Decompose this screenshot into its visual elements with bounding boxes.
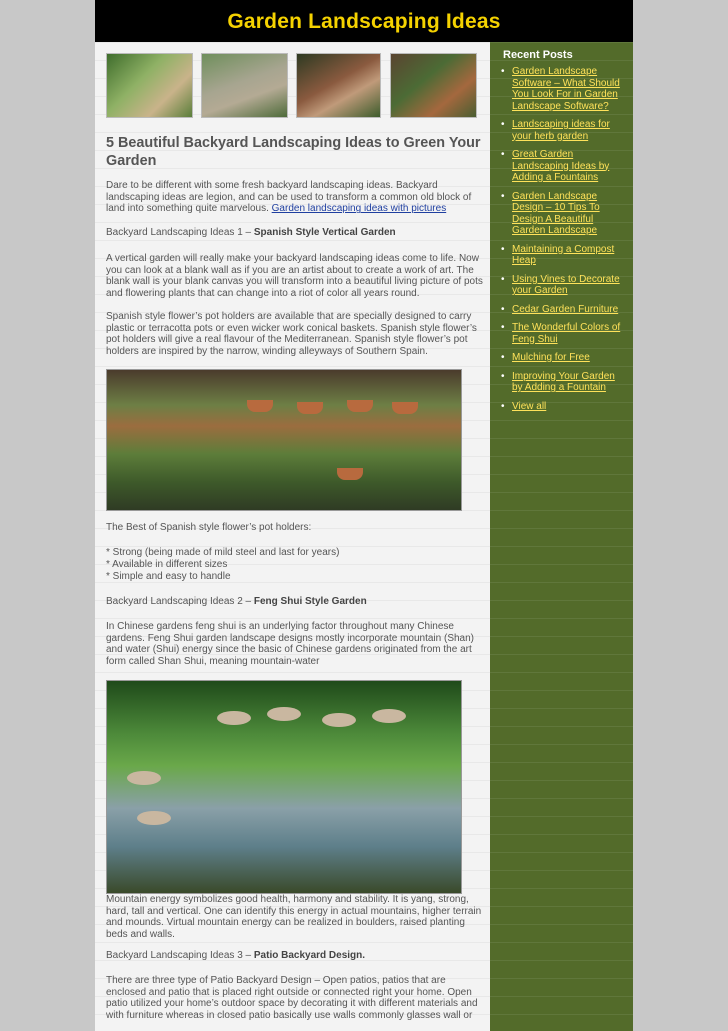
idea2-name: Feng Shui Style Garden [253, 596, 367, 607]
intro-link[interactable]: Garden landscaping ideas with pictures [271, 203, 447, 215]
view-all-link[interactable]: View all [512, 400, 547, 412]
photo-pot [297, 402, 323, 414]
photo-pot [337, 468, 363, 480]
vertical-garden-photo [106, 369, 462, 511]
best-title: The Best of Spanish style flower’s pot holders: [106, 522, 312, 533]
best-item: * Simple and easy to handle [106, 571, 231, 582]
photo-pot [392, 402, 418, 414]
idea3-name: Patio Backyard Design. [253, 950, 366, 961]
recent-post-item [500, 274, 628, 297]
idea1-prefix: Backyard Landscaping Ideas 1 – [106, 227, 254, 238]
recent-post-item [500, 244, 628, 267]
header-photo-patio [201, 53, 288, 118]
recent-post-link[interactable]: Garden Landscape Software – What Should You Look For in Garden Landscape Software? [512, 66, 620, 112]
photo-rock [127, 771, 161, 785]
recent-post-item [500, 371, 628, 394]
idea2-heading [106, 596, 486, 608]
recent-post-link[interactable]: Great Garden Landscaping Ideas by Adding a Fountains [512, 149, 610, 183]
best-item: * Strong (being made of mild steel and last for years) [106, 547, 340, 558]
recent-post-item [500, 66, 628, 112]
pond-photo [106, 680, 462, 894]
recent-post-item [500, 304, 628, 316]
recent-post-link[interactable]: Garden Landscape Design – 10 Tips To Design A Beautiful Garden Landscape [512, 190, 600, 236]
idea1-heading [106, 227, 486, 239]
header-photo-vertical-garden [390, 53, 477, 118]
idea2-paragraph-2: Mountain energy symbolizes good health, harmony and stability. It is yang, strong, hard, tall and vertical. One can identify this energy in actual mountains, higher terrain and mounds. Virtual mountain energy can be realized in boulders, raised planting beds and walls. [106, 894, 482, 940]
article-title: 5 Beautiful Backyard Landscaping Ideas to Green Your Garden [106, 135, 481, 169]
site-title[interactable]: Garden Landscaping Ideas [227, 10, 501, 33]
photo-rock [217, 711, 251, 725]
idea3-heading [106, 950, 486, 962]
recent-post-item [500, 322, 628, 345]
photo-rock [267, 707, 301, 721]
intro-paragraph [106, 180, 486, 215]
best-item: * Available in different sizes [106, 559, 228, 570]
recent-post-link[interactable]: Improving Your Garden by Adding a Fountain [512, 370, 615, 393]
recent-post-item [500, 191, 628, 237]
idea1-paragraph-1: A vertical garden will really make your backyard landscaping ideas come to life. Now you can look at a blank wall as if you are an artist about to create a work of art. The blank wall is your blank canvas you will transform into a beautiful living picture of pots and flowering plants that can change into a riot of color all years round. [106, 253, 483, 299]
idea3-paragraph-1: There are three type of Patio Backyard Design – Open patios, patios that are enclosed and patio that is placed right outside or connected right your home. Open patio utilized your home’s outdoor space by decorating it with different materials and with furniture whereas in closed patio basically use walls commonly glasses wall or [106, 975, 478, 1021]
idea2-prefix: Backyard Landscaping Ideas 2 – [106, 596, 254, 607]
recent-post-link[interactable]: The Wonderful Colors of Feng Shui [512, 322, 621, 345]
recent-post-item [500, 352, 628, 364]
photo-pot [247, 400, 273, 412]
intro-text: Dare to be different with some fresh backyard landscaping ideas. Backyard landscaping ideas are legion, and can be used to transform a common old block of land into something quite marvelous. [106, 180, 472, 215]
photo-pot [347, 400, 373, 412]
photo-rock [372, 709, 406, 723]
recent-post-item [500, 119, 628, 142]
header-photo-garden-path [106, 53, 193, 118]
recent-post-link[interactable]: Mulching for Free [512, 352, 590, 363]
idea2-paragraph-1: In Chinese gardens feng shui is an underlying factor throughout many Chinese gardens. Feng Shui garden landscape designs mostly incorporate mountain (Shan) and water (Shui) energy since the basic of Chinese gardens originated from the art form called Shan Shui, meaning mountain-water [106, 621, 474, 667]
idea1-name: Spanish Style Vertical Garden [253, 227, 396, 238]
idea3-prefix: Backyard Landscaping Ideas 3 – [106, 950, 254, 961]
photo-rock [322, 713, 356, 727]
recent-posts-heading: Recent Posts [503, 49, 573, 61]
photo-rock [137, 811, 171, 825]
idea1-paragraph-2: Spanish style flower’s pot holders are available that are specially designed to carry plastic or terracotta pots or even wicker work conical baskets. Spanish style flower’s pot holders will give a real flavour of the Mediterranean. Spanish style flower’s pot holders are inspired by the narrow, winding alleyways of Southern Spain. [106, 311, 477, 357]
recent-post-link[interactable]: Cedar Garden Furniture [512, 303, 619, 315]
recent-post-item [500, 149, 628, 184]
recent-post-link[interactable]: Landscaping ideas for your herb garden [512, 119, 610, 142]
recent-post-link[interactable]: Using Vines to Decorate your Garden [512, 273, 620, 296]
recent-post-item [500, 401, 628, 413]
recent-posts-list [500, 66, 628, 419]
recent-post-link[interactable]: Maintaining a Compost Heap [512, 243, 615, 266]
site-header [95, 0, 633, 42]
header-photo-courtyard [296, 53, 381, 118]
